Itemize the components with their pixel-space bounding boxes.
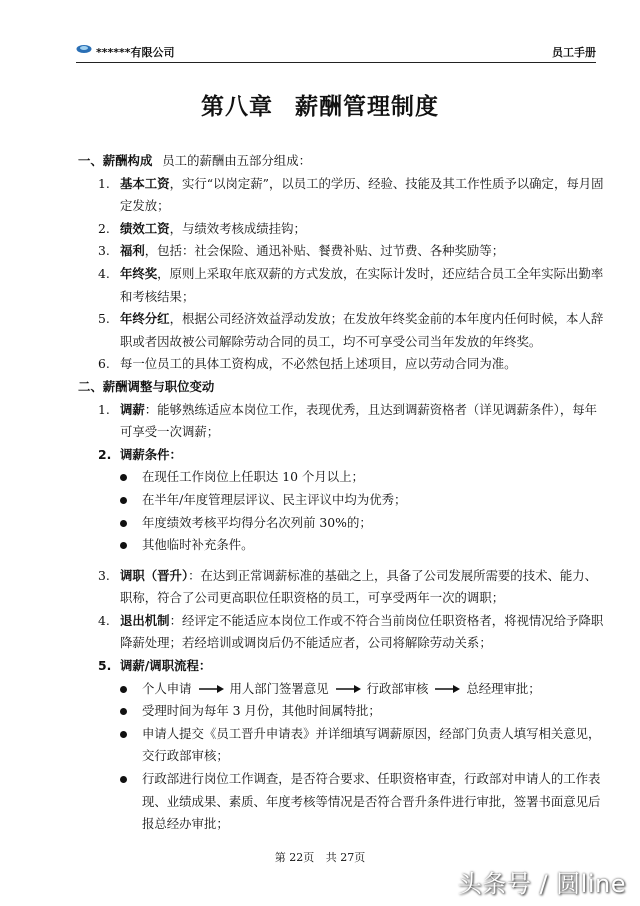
bullet-text: 其他临时补充条件。 (142, 537, 254, 553)
document-body (78, 150, 604, 836)
bullet-icon (120, 776, 127, 783)
spacer (78, 557, 604, 565)
item-number: 6. (98, 356, 110, 372)
item-number: 2. (98, 446, 112, 462)
flow-step: 个人申请 (142, 680, 192, 696)
item-term: 福利 (120, 243, 145, 259)
item-text: ，根据公司经济效益浮动发放；在发放年终奖金前的本年度内任何时候，本人辞职或者因故被公司解除劳动合同的员工，均不可享受公司当年发放的年终奖。 (120, 311, 604, 349)
bullet-icon (120, 520, 127, 527)
bullet-icon (120, 708, 127, 715)
arrow-right-icon (335, 684, 361, 694)
section-adjustment (78, 376, 604, 836)
list-item (78, 565, 604, 610)
section-heading: 二、薪酬调整与职位变动 (78, 378, 215, 394)
chapter-name: 薪酬管理制度 (295, 94, 439, 120)
conditions-heading (78, 444, 604, 467)
item-term: 退出机制 (120, 612, 170, 628)
bullet-item (78, 466, 604, 489)
item-text: ，实行“以岗定薪”，以员工的学历、经验、技能及其工作性质予以确定，每月固定发放； (120, 175, 604, 214)
item-term: 年终分红 (120, 311, 170, 327)
page-header (76, 40, 596, 63)
bullet-text: 年度绩效考核平均得分名次列前 30%的； (142, 514, 372, 530)
item-text: 每一位员工的具体工资构成，不必然包括上述项目，应以劳动合同为准。 (120, 356, 517, 372)
item-text: ：能够熟练适应本岗位工作，表现优秀，且达到调薪资格者（详见调薪条件），每年可享受一次调薪； (120, 401, 598, 440)
item-text: ：在达到正常调薪标准的基础之上，具备了公司发展所需要的技术、能力、职称，符合了公司更高职位任职资格的员工，可享受两年一次的调职； (120, 567, 598, 606)
bullet-text: 在半年/年度管理层评议、民主评议中均为优秀； (142, 491, 407, 507)
company-logo-icon (76, 42, 92, 56)
flow-step: 总经理审批； (466, 680, 541, 696)
page-number: 第 22页 (274, 851, 315, 864)
bullet-item (78, 723, 604, 768)
bullet-icon (120, 542, 127, 549)
bullet-text: 申请人提交《员工晋升申请表》并详细填写调薪原因，经部门负责人填写相关意见，交行政部审核； (142, 725, 601, 764)
manual-title: 员工手册 (552, 46, 596, 59)
conditions-title: 调薪条件： (120, 446, 182, 462)
bullet-item (78, 534, 604, 557)
item-number: 1. (98, 401, 110, 417)
bullet-item (78, 489, 604, 512)
item-text: ，包括：社会保险、通迅补贴、餐费补贴、过节费、各种奖励等； (144, 243, 505, 259)
bullet-text: 受理时间为每年 3 月份，其他时间属特批； (142, 703, 381, 719)
flow-step: 用人部门签署意见 (229, 680, 329, 696)
item-number: 1. (98, 175, 110, 191)
watermark: 头条号 / 圆line (457, 870, 626, 898)
item-term: 调薪 (120, 401, 145, 417)
item-term: 年终奖 (120, 265, 158, 281)
chapter-title (0, 88, 640, 121)
item-number: 4. (98, 265, 110, 281)
arrow-right-icon (198, 684, 224, 694)
item-term: 绩效工资 (120, 220, 170, 236)
item-number: 5. (98, 658, 112, 674)
list-item (78, 218, 604, 241)
list-item (78, 353, 604, 376)
item-number: 4. (98, 612, 110, 628)
page-footer (0, 849, 640, 865)
bullet-icon (120, 686, 127, 693)
procedure-title: 调薪/调职流程： (120, 658, 212, 674)
company-name: ******有限公司 (96, 46, 175, 59)
bullet-icon (120, 474, 127, 481)
section-compensation (78, 150, 604, 376)
item-text: ，原则上采取年底双薪的方式发放，在实际计发时，还应结合员工全年实际出勤率和考核结果； (120, 265, 604, 304)
item-term: 基本工资 (120, 175, 170, 191)
list-item (78, 610, 604, 655)
chapter-number: 第八章 (201, 94, 273, 120)
bullet-text: 在现任工作岗位上任职达 10 个月以上； (142, 469, 364, 485)
item-number: 2. (98, 220, 110, 236)
item-number: 3. (98, 243, 110, 259)
item-text: ：经评定不能适应本岗位工作或不符合当前岗位任职资格者，将视情况给予降职降薪处理；若经培训或调岗后仍不能适应者，公司将解除劳动关系； (120, 612, 604, 651)
item-number: 3. (98, 567, 110, 583)
list-item (78, 308, 604, 353)
procedure-heading (78, 655, 604, 678)
bullet-item (78, 768, 604, 836)
section-heading-line (78, 150, 604, 173)
page-total: 共 27页 (325, 851, 366, 864)
item-text: ，与绩效考核成绩挂钩； (169, 220, 306, 236)
list-item (78, 240, 604, 263)
list-item (78, 263, 604, 308)
bullet-item (78, 700, 604, 723)
flow-bullet (78, 678, 604, 701)
flow-step: 行政部审核 (366, 680, 429, 696)
item-term: 调职（晋升） (120, 567, 189, 583)
bullet-text: 行政部进行岗位工作调查，是否符合要求、任职资格审查，行政部对申请人的工作表现、业绩成果、素质、年度考核等情况是否符合晋升条件进行审批，签署书面意见后报总经办审批； (142, 771, 601, 832)
bullet-item (78, 512, 604, 535)
section-intro: 员工的薪酬由五部分组成： (162, 153, 311, 168)
list-item (78, 173, 604, 218)
bullet-icon (120, 497, 127, 504)
list-item (78, 399, 604, 444)
bullet-icon (120, 731, 127, 738)
section-heading: 一、薪酬构成 (78, 153, 153, 168)
arrow-right-icon (434, 684, 460, 694)
item-number: 5. (98, 311, 110, 327)
